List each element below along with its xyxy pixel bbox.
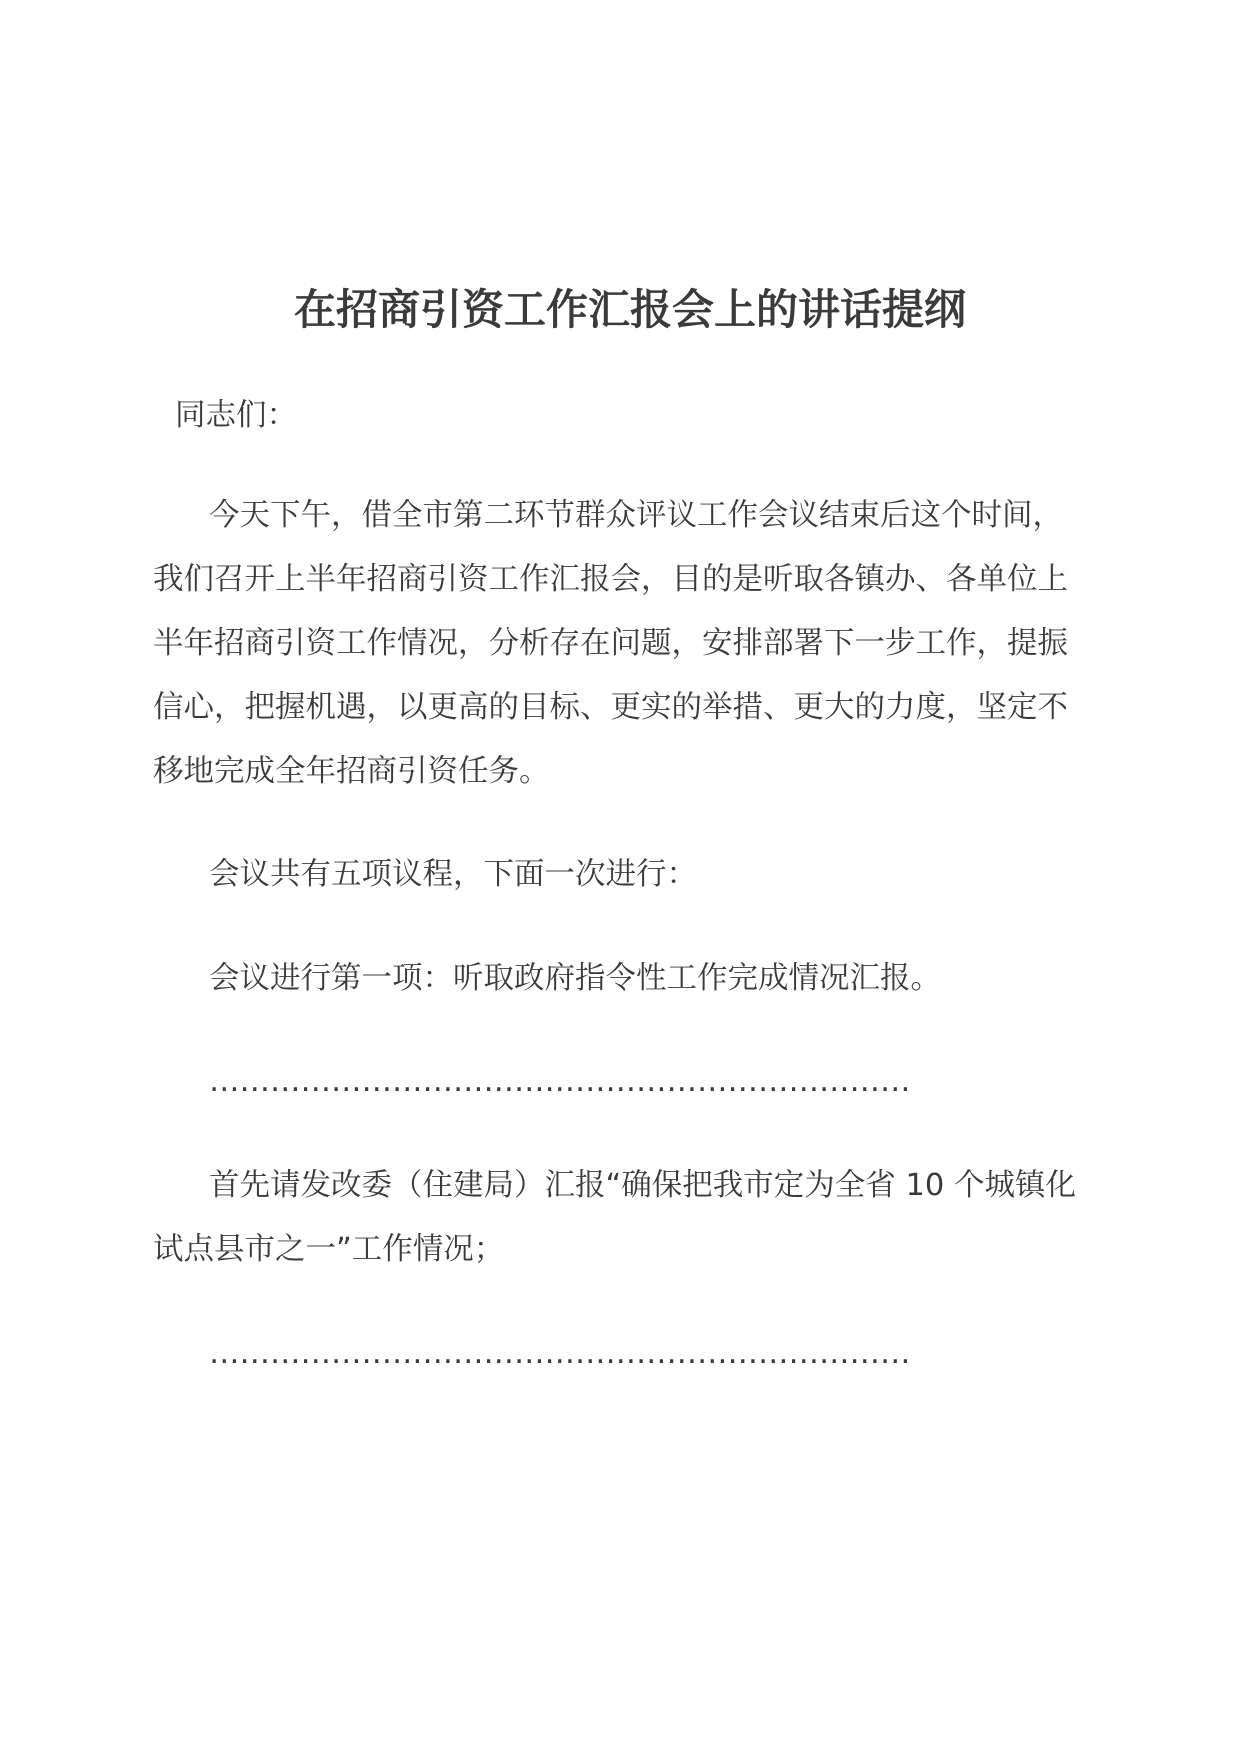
document-title: 在招商引资工作汇报会上的讲话提纲 xyxy=(293,285,966,334)
paragraph-agenda-item-one: 会议进行第一项：听取政府指令性工作完成情况汇报。 xyxy=(209,961,941,996)
ellipsis-separator: …………………………………………………………… xyxy=(209,1336,911,1371)
paragraph-opening: 今天下午，借全市第二环节群众评议工作会议结束后这个时间，我们召开上半年招商引资工作汇报会，目的是听取各镇办、各单位上半年招商引资工作情况，分析存在问题，安排部署下一步工作，提振信心，把握机遇，以更高的目标、更实的举措、更大的力度，坚定不移地完成全年招商引资任务。 xyxy=(153,498,1068,789)
paragraph-first-report: 首先请发改委（住建局）汇报“确保把我市定为全省 10 个城镇化试点县市之一”工作情况； xyxy=(153,1168,1076,1267)
ellipsis-separator: …………………………………………………………… xyxy=(209,1064,911,1099)
salutation: 同志们： xyxy=(175,398,297,433)
paragraph-agenda: 会议共有五项议程，下面一次进行： xyxy=(209,857,697,892)
